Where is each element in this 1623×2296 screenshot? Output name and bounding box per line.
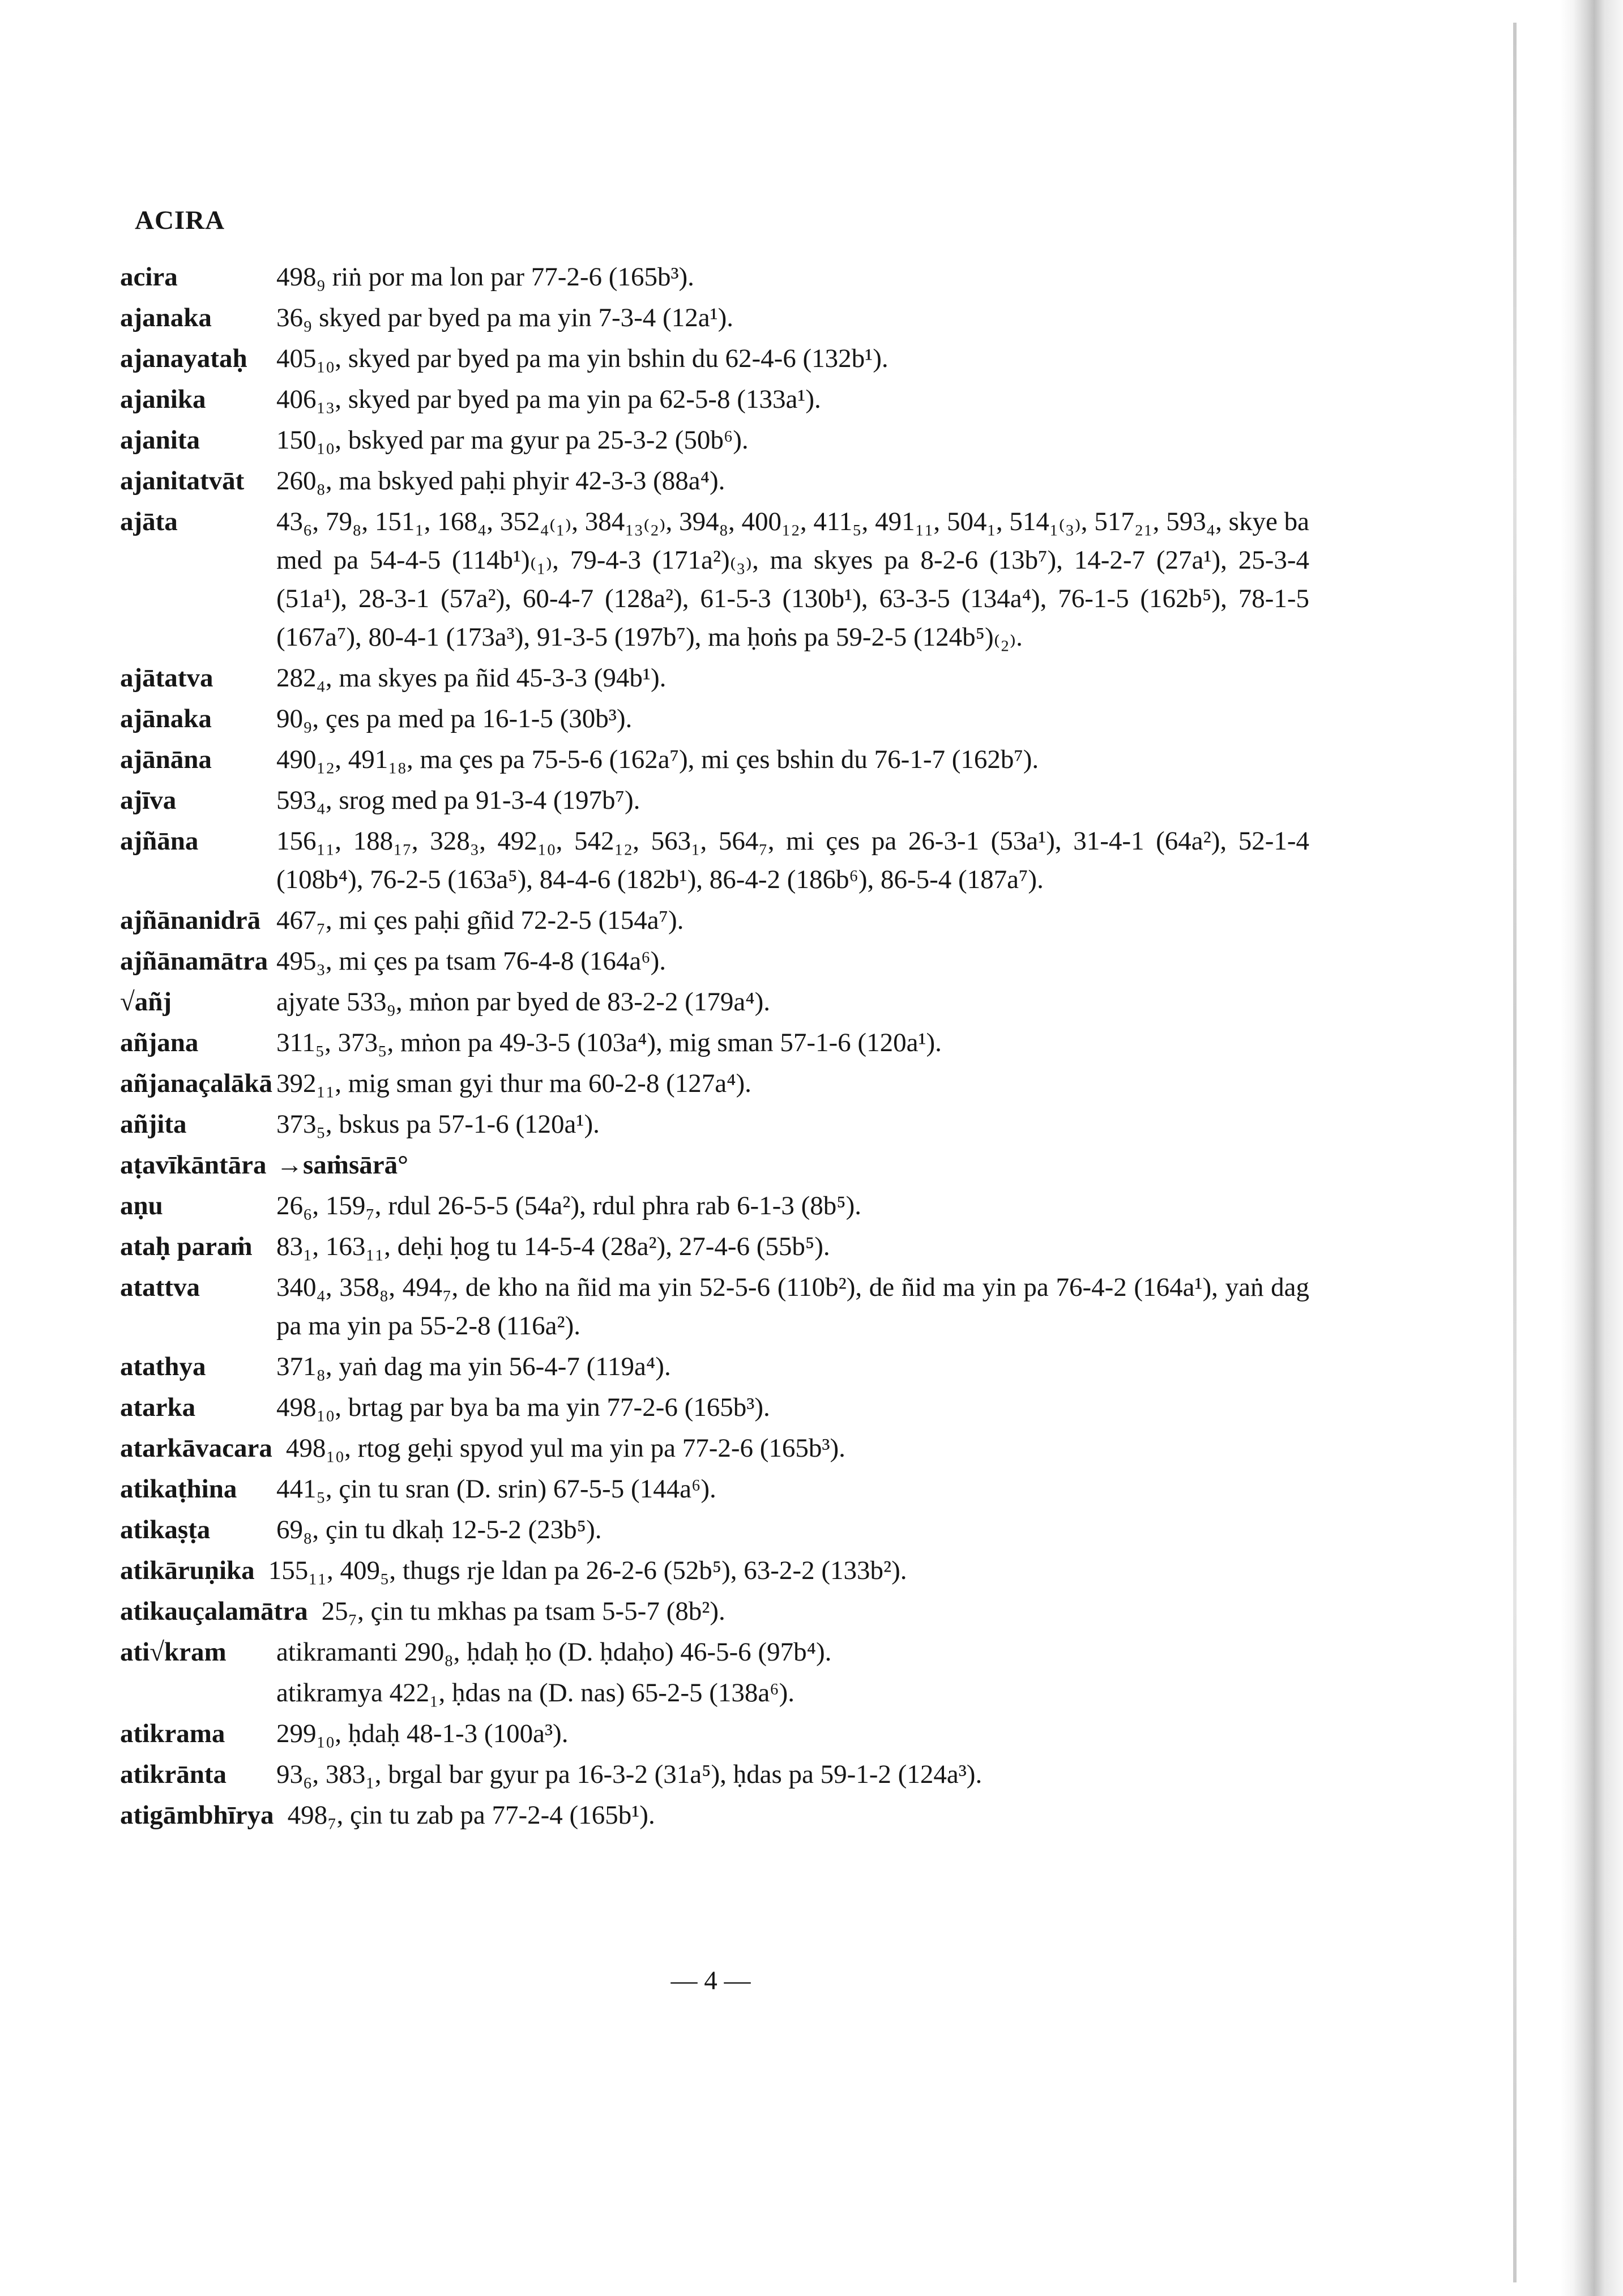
entry: [120, 1105, 1309, 1143]
definition: 495₃, mi çes pa tsam 76-4-8 (164a⁶).: [276, 946, 666, 976]
headword: [120, 1674, 276, 1712]
headword: aṭavīkāntāra: [120, 1150, 267, 1180]
entry: [120, 462, 1309, 500]
entry: [120, 1388, 1309, 1427]
definition: 371₈, yaṅ dag ma yin 56-4-7 (119a⁴).: [276, 1352, 671, 1381]
headword: atikauçalamātra: [120, 1597, 308, 1626]
definition: 498₁₀, brtag par bya ba ma yin 77-2-6 (165b³).: [276, 1393, 770, 1422]
headword: añjita: [120, 1109, 187, 1139]
definition: 467₇, mi çes paḥi gñid 72-2-5 (154a⁷).: [276, 906, 684, 935]
entry: [120, 1551, 1309, 1590]
headword: ajāta: [120, 507, 178, 536]
entry: [120, 1187, 1309, 1225]
entry: [120, 1510, 1309, 1549]
entry: [120, 740, 1309, 779]
entry: [120, 1796, 1309, 1834]
entry: [120, 901, 1309, 940]
headword: atikrama: [120, 1719, 225, 1748]
entry: [120, 1633, 1309, 1671]
definition: atikramanti 290₈, ḥdaḥ ḥo (D. ḥdaḥo) 46-5-6 (97b⁴).: [276, 1637, 832, 1667]
headword: atikrānta: [120, 1760, 227, 1789]
definition: 498₉ riṅ por ma lon par 77-2-6 (165b³).: [276, 262, 694, 292]
headword: ajātatva: [120, 663, 213, 693]
definition: 340₄, 358₈, 494₇, de kho na ñid ma yin 52-5-6 (110b²), de ñid ma yin pa 76-4-2 (164a¹), yaṅ dag pa ma yin pa 55-2-8 (116a²).: [276, 1273, 1309, 1341]
headword: atikaṭhina: [120, 1474, 237, 1504]
headword: ajñānamātra: [120, 946, 268, 976]
headword: atattva: [120, 1273, 200, 1302]
entry: [120, 1470, 1309, 1508]
definition: 405₁₀, skyed par byed pa ma yin bshin du 62-4-6 (132b¹).: [276, 344, 889, 373]
headword: añjana: [120, 1028, 199, 1057]
entry: [120, 1347, 1309, 1386]
entry: [120, 1429, 1309, 1467]
entry: [120, 339, 1309, 378]
definition: 155₁₁, 409₅, thugs rje ldan pa 26-2-6 (52b⁵), 63-2-2 (133b²).: [268, 1556, 907, 1585]
entry: [120, 380, 1309, 419]
headword: ajīva: [120, 786, 177, 815]
headword: ajanaka: [120, 303, 212, 332]
definition: atikramya 422₁, ḥdas na (D. nas) 65-2-5 (138a⁶).: [276, 1678, 795, 1708]
headword: ati√kram: [120, 1637, 227, 1667]
page-number: — 4 —: [670, 1966, 751, 1995]
headword: añjanaçalākā: [120, 1069, 272, 1098]
headword: atikāruṇika: [120, 1556, 255, 1585]
entry: [120, 298, 1309, 337]
definition: 150₁₀, bskyed par ma gyur pa 25-3-2 (50b⁶).: [276, 425, 749, 455]
entry: [120, 1674, 1309, 1712]
entry: [120, 1714, 1309, 1753]
definition: 43₆, 79₈, 151₁, 168₄, 352₄₍₁₎, 384₁₃₍₂₎, 394₈, 400₁₂, 411₅, 491₁₁, 504₁, 514₁₍₃₎, 517₂₁, 593₄, skye ba med pa 54-4-5 (114b¹)₍₁₎, 79-4-3 (171a²)₍₃₎, ma skyes pa 8-2-6 (13b⁷), 14-2-7 (27a¹), 25-3-4 (51a¹), 28-3-1 (57a²), 60-4-7 (128a²), 61-5-3 (130b¹), 63-3-5 (134a⁴), 76-1-5 (162b⁵), 78-1-5 (167a⁷), 80-4-1 (173a³), 91-3-5 (197b⁷), ma ḥoṅs pa 59-2-5 (124b⁵)₍₂₎.: [276, 507, 1309, 652]
entry: [120, 258, 1309, 296]
headword: ajñānanidrā: [120, 906, 261, 935]
headword: aṇu: [120, 1191, 163, 1220]
entry: [120, 1227, 1309, 1266]
headword: ajānaka: [120, 704, 212, 733]
entry: [120, 1064, 1309, 1103]
entry: [120, 1755, 1309, 1794]
scanned-page-edge: [1493, 0, 1623, 2296]
definition: 490₁₂, 491₁₈, ma çes pa 75-5-6 (162a⁷), mi çes bshin du 76-1-7 (162b⁷).: [276, 745, 1039, 774]
definition: 282₄, ma skyes pa ñid 45-3-3 (94b¹).: [276, 663, 667, 693]
headword: ajñāna: [120, 826, 199, 856]
entry: [120, 942, 1309, 980]
running-header: ACIRA: [135, 206, 225, 235]
entry: [120, 1023, 1309, 1062]
headword: atikaṣṭa: [120, 1515, 211, 1544]
headword: ajanayataḥ: [120, 344, 247, 373]
definition: 392₁₁, mig sman gyi thur ma 60-2-8 (127a⁴).: [276, 1069, 751, 1098]
definition: 406₁₃, skyed par byed pa ma yin pa 62-5-8 (133a¹).: [276, 385, 821, 414]
entry: [120, 1146, 1309, 1184]
headword: atarka: [120, 1393, 196, 1422]
definition: 90₉, çes pa med pa 16-1-5 (30b³).: [276, 704, 633, 733]
headword: acira: [120, 262, 178, 292]
headword: ajanitatvāt: [120, 466, 245, 496]
definition: 311₅, 373₅, mṅon pa 49-3-5 (103a⁴), mig sman 57-1-6 (120a¹).: [276, 1028, 942, 1057]
headword: ataḥ paraṁ: [120, 1232, 253, 1261]
definition: 260₈, ma bskyed paḥi phyir 42-3-3 (88a⁴).: [276, 466, 725, 496]
entry: [120, 983, 1309, 1021]
entry: [120, 421, 1309, 459]
definition: 25₇, çin tu mkhas pa tsam 5-5-7 (8b²).: [321, 1597, 725, 1626]
headword: atathya: [120, 1352, 206, 1381]
entry-list: [120, 258, 1309, 1837]
entry: [120, 781, 1309, 820]
headword: atarkāvacara: [120, 1433, 272, 1463]
scan-binding-line: [1513, 23, 1517, 2282]
headword: atigāmbhīrya: [120, 1800, 274, 1830]
definition: 83₁, 163₁₁, deḥi ḥog tu 14-5-4 (28a²), 27-4-6 (55b⁵).: [276, 1232, 830, 1261]
entry: [120, 659, 1309, 697]
definition: 69₈, çin tu dkaḥ 12-5-2 (23b⁵).: [276, 1515, 602, 1544]
entry: [120, 1592, 1309, 1631]
definition: 36₉ skyed par byed pa ma yin 7-3-4 (12a¹).: [276, 303, 734, 332]
definition: 441₅, çin tu sran (D. srin) 67-5-5 (144a⁶).: [276, 1474, 716, 1504]
definition: 26₆, 159₇, rdul 26-5-5 (54a²), rdul phra rab 6-1-3 (8b⁵).: [276, 1191, 862, 1220]
entry: [120, 1268, 1309, 1345]
cross-reference: →saṁsārā°: [276, 1150, 408, 1180]
entry: [120, 822, 1309, 899]
definition: 593₄, srog med pa 91-3-4 (197b⁷).: [276, 786, 640, 815]
definition: 498₇, çin tu zab pa 77-2-4 (165b¹).: [287, 1800, 655, 1830]
definition: 93₆, 383₁, brgal bar gyur pa 16-3-2 (31a⁵), ḥdas pa 59-1-2 (124a³).: [276, 1760, 983, 1789]
definition: ajyate 533₉, mṅon par byed de 83-2-2 (179a⁴).: [276, 987, 770, 1017]
entry: [120, 502, 1309, 656]
definition: 498₁₀, rtog geḥi spyod yul ma yin pa 77-2-6 (165b³).: [285, 1433, 845, 1463]
headword: ajanika: [120, 385, 206, 414]
headword: ajānāna: [120, 745, 212, 774]
entry: [120, 699, 1309, 738]
definition: 156₁₁, 188₁₇, 328₃, 492₁₀, 542₁₂, 563₁, 564₇, mi çes pa 26-3-1 (53a¹), 31-4-1 (64a²), 52-1-4 (108b⁴), 76-2-5 (163a⁵), 84-4-6 (182b¹), 86-4-2 (186b⁶), 86-5-4 (187a⁷).: [276, 826, 1309, 894]
definition: 299₁₀, ḥdaḥ 48-1-3 (100a³).: [276, 1719, 569, 1748]
definition: 373₅, bskus pa 57-1-6 (120a¹).: [276, 1109, 600, 1139]
headword: ajanita: [120, 425, 200, 455]
headword: √añj: [120, 987, 172, 1017]
